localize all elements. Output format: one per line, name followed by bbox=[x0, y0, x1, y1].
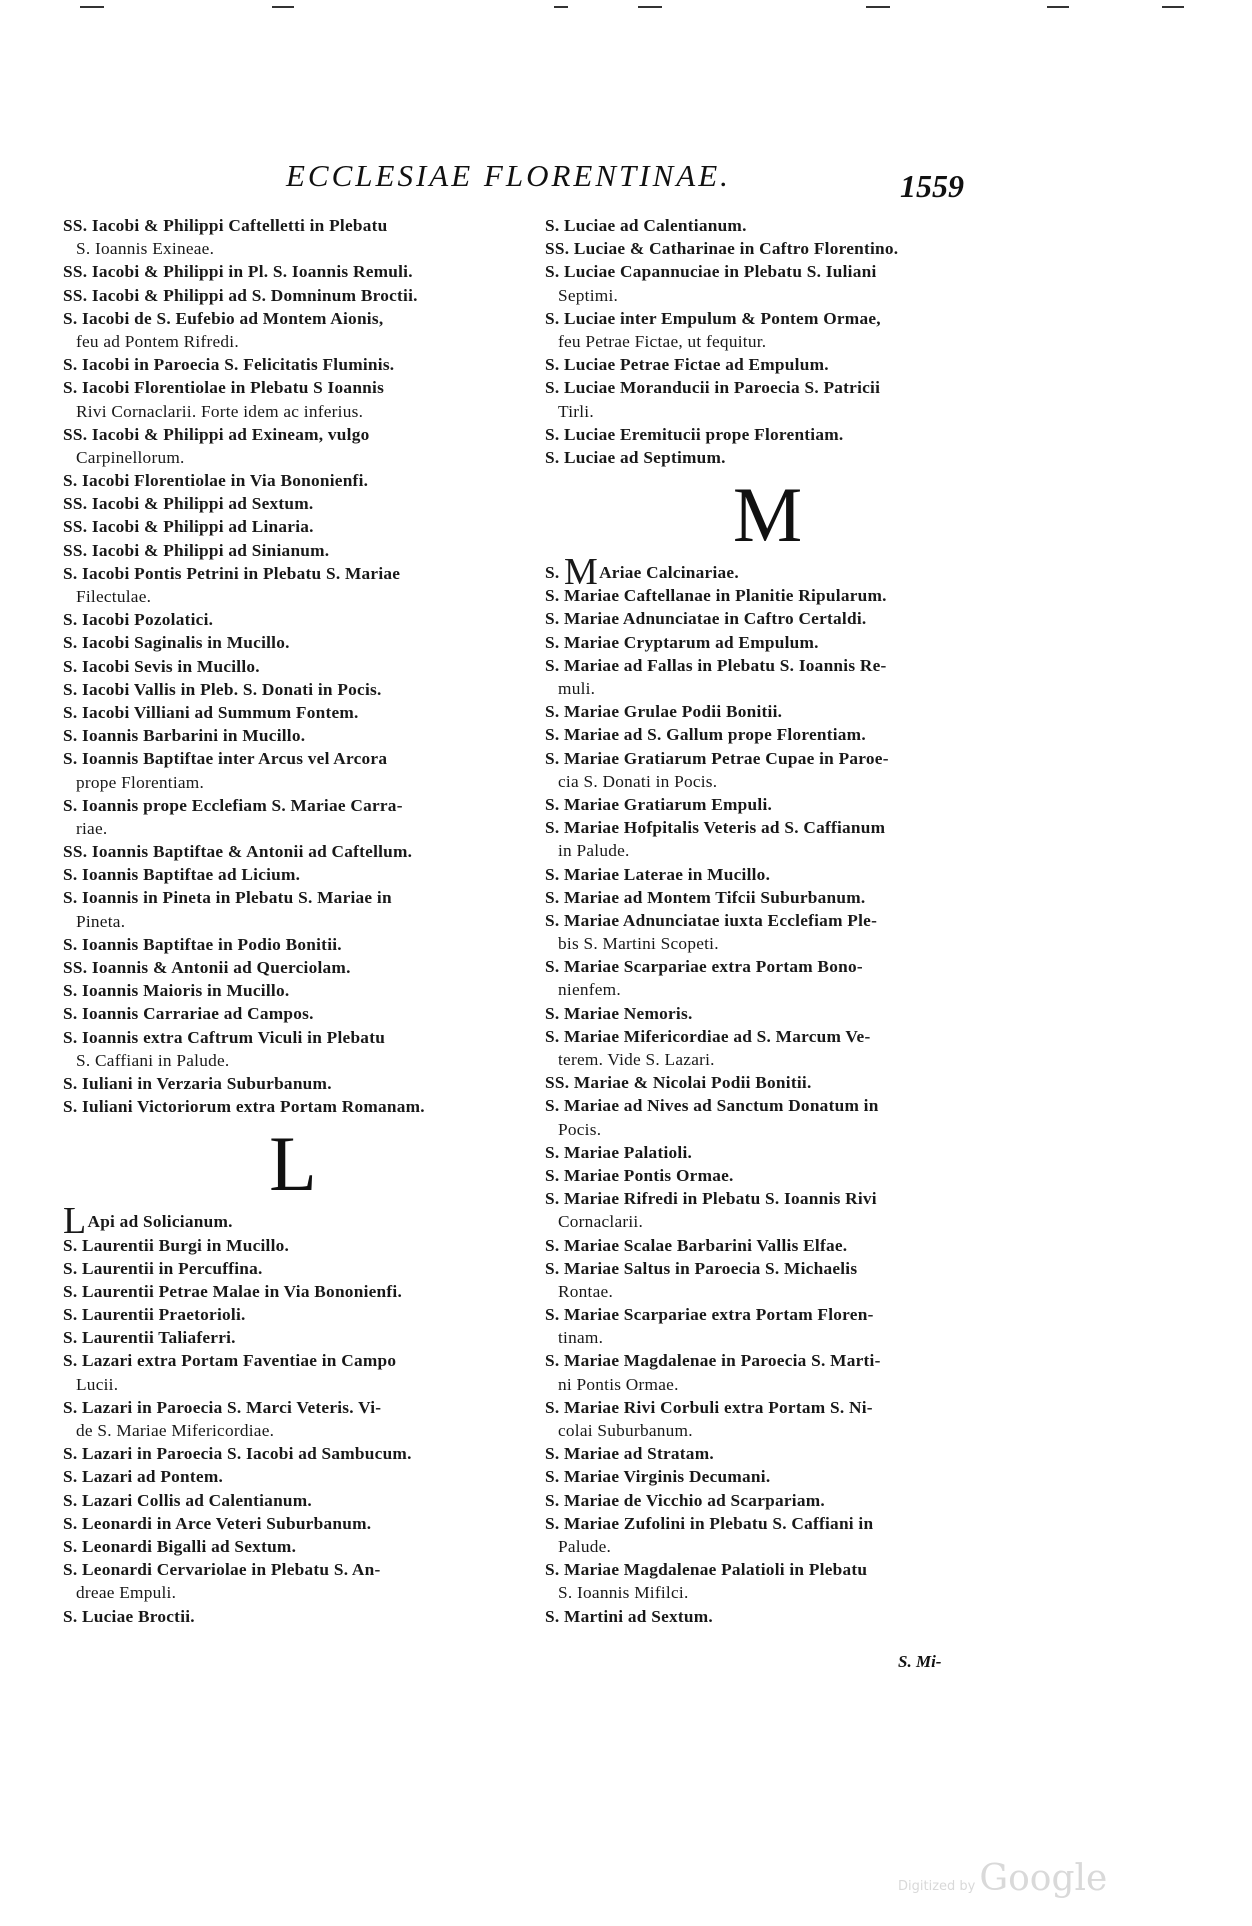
entry-line: S. Ioannis Baptiftae in Podio Bonitii. bbox=[63, 934, 342, 954]
entry-line: S. Ioannis Carrariae ad Campos. bbox=[63, 1004, 314, 1024]
entry-continuation-line: Palude. bbox=[558, 1536, 612, 1556]
entry-continuation-line: Rivi Cornaclarii. Forte idem ac inferius. bbox=[76, 401, 364, 421]
entry-line: S. Martini ad Sextum. bbox=[545, 1606, 713, 1626]
entry-line: S. Lazari ad Pontem. bbox=[63, 1467, 224, 1487]
section-l-first-entry bbox=[63, 1200, 523, 1243]
entry-line: S. Mariae ad Montem Tifcii Suburbanum. bbox=[545, 887, 866, 907]
entry-line: S. Mariae Rivi Corbuli extra Portam S. Ni- bbox=[545, 1397, 873, 1417]
entry-line: SS. Iacobi & Philippi ad Exineam, vulgo bbox=[63, 424, 370, 444]
entry-continuation-line: riae. bbox=[76, 818, 108, 838]
entry-continuation-line: feu Petrae Fictae, ut fequitur. bbox=[558, 331, 767, 351]
entry-continuation-line: ni Pontis Ormae. bbox=[558, 1374, 679, 1394]
entry-line: S. Iacobi Pontis Petrini in Plebatu S. Mariae bbox=[63, 563, 401, 583]
entry-line: S. Mariae ad Stratam. bbox=[545, 1444, 714, 1464]
entry-line: S. Luciae Petrae Fictae ad Empulum. bbox=[545, 355, 829, 375]
entry-continuation-line: Septimi. bbox=[558, 285, 619, 305]
entry-line: S. Luciae Broctii. bbox=[63, 1606, 195, 1626]
entry-continuation-line: Tirli. bbox=[558, 401, 594, 421]
entry-continuation-line: Pocis. bbox=[558, 1119, 602, 1139]
entry-line: S. Mariae Scarpariae extra Portam Floren- bbox=[545, 1305, 874, 1325]
entry-line: S. Iacobi Saginalis in Mucillo. bbox=[63, 633, 290, 653]
entry-line: S. Mariae Saltus in Paroecia S. Michaelis bbox=[545, 1258, 858, 1278]
entry-line: SS. Luciae & Catharinae in Caftro Florentino. bbox=[545, 239, 899, 259]
entry-line: S. Iuliani Victoriorum extra Portam Romanam. bbox=[63, 1097, 425, 1117]
left-entries-bottom bbox=[63, 1234, 523, 1628]
entry-line: S. Mariae Scalae Barbarini Vallis Elfae. bbox=[545, 1235, 848, 1255]
entry-continuation-line: Pineta. bbox=[76, 911, 126, 931]
entry-line: S. Mariae Gratiarum Petrae Cupae in Paroe- bbox=[545, 748, 889, 768]
entry-line: S. Ioannis Baptiftae ad Licium. bbox=[63, 865, 301, 885]
entry-continuation-line: S. Ioannis Exineae. bbox=[76, 239, 215, 259]
entry-line: S. Luciae Eremitucii prope Florentiam. bbox=[545, 424, 844, 444]
entry-line: S. Mariae Scarpariae extra Portam Bono- bbox=[545, 957, 863, 977]
section-l-first-text: Api ad Solicianum. bbox=[87, 1212, 233, 1232]
entry-continuation-line: de S. Mariae Mifericordiae. bbox=[76, 1421, 275, 1440]
entry-line: S. Ioannis Baptiftae inter Arcus vel Arcora bbox=[63, 749, 388, 769]
entry-continuation-line: tinam. bbox=[558, 1328, 604, 1348]
entry-line: S. Mariae Laterae in Mucillo. bbox=[545, 864, 771, 884]
entry-line: S. Mariae Rifredi in Plebatu S. Ioannis Rivi bbox=[545, 1189, 877, 1209]
entry-line: S. Mariae Mifericordiae ad S. Marcum Ve- bbox=[545, 1026, 871, 1046]
entry-line: S. Leonardi Bigalli ad Sextum. bbox=[63, 1536, 297, 1556]
entry-continuation-line: prope Florentiam. bbox=[76, 772, 205, 792]
entry-line: SS. Ioannis Baptiftae & Antonii ad Caftellum. bbox=[63, 842, 413, 862]
entry-line: S. Mariae Hofpitalis Veteris ad S. Caffianum bbox=[545, 818, 886, 838]
left-column bbox=[63, 214, 523, 1628]
drop-cap-m: M bbox=[564, 551, 599, 594]
entry-line: S. Mariae Zufolini in Plebatu S. Caffiani in bbox=[545, 1513, 874, 1533]
entry-line: SS. Iacobi & Philippi ad S. Domninum Broctii. bbox=[63, 285, 418, 305]
entry-continuation-line: Rontae. bbox=[558, 1281, 614, 1301]
entry-line: SS. Iacobi & Philippi in Pl. S. Ioannis Remuli. bbox=[63, 262, 413, 282]
entry-continuation-line: feu ad Pontem Rifredi. bbox=[76, 331, 239, 351]
entry-line: S. Ioannis prope Ecclefiam S. Mariae Carra- bbox=[63, 795, 403, 815]
entry-line: S. Laurentii Praetorioli. bbox=[63, 1305, 246, 1325]
entry-line: S. Mariae de Vicchio ad Scarpariam. bbox=[545, 1490, 825, 1510]
entry-line: S. Mariae Pontis Ormae. bbox=[545, 1165, 734, 1185]
entry-continuation-line: S. Caffiani in Palude. bbox=[76, 1050, 230, 1070]
entry-line: S. Iuliani in Verzaria Suburbanum. bbox=[63, 1073, 332, 1093]
entry-line: S. Iacobi in Paroecia S. Felicitatis Fluminis. bbox=[63, 355, 395, 375]
entry-line: SS. Iacobi & Philippi ad Sinianum. bbox=[63, 540, 330, 560]
entry-line: S. Mariae Palatioli. bbox=[545, 1142, 693, 1162]
entry-line: S. Laurentii Taliaferri. bbox=[63, 1328, 236, 1348]
entry-line: S. Mariae Gratiarum Empuli. bbox=[545, 794, 773, 814]
entry-line: S. Mariae ad Fallas in Plebatu S. Ioannis Re- bbox=[545, 655, 887, 675]
entry-continuation-line: Carpinellorum. bbox=[76, 447, 185, 467]
entry-continuation-line: bis S. Martini Scopeti. bbox=[558, 934, 719, 954]
entry-line: S. Ioannis extra Caftrum Viculi in Plebatu bbox=[63, 1027, 386, 1047]
left-entries-top bbox=[63, 214, 523, 1118]
entry-line: S. Lazari Collis ad Calentianum. bbox=[63, 1490, 313, 1510]
right-entries-top bbox=[545, 214, 990, 469]
section-m-prefix: S. bbox=[545, 563, 560, 583]
entry-line: S. Mariae Adnunciatae iuxta Ecclefiam Ple- bbox=[545, 910, 878, 930]
entry-line: S. Lazari in Paroecia S. Iacobi ad Sambucum. bbox=[63, 1444, 412, 1464]
entry-continuation-line: dreae Empuli. bbox=[76, 1583, 177, 1603]
entry-line: S. Iacobi Villiani ad Summum Fontem. bbox=[63, 702, 359, 722]
section-letter-l: L bbox=[269, 1120, 317, 1208]
entry-continuation-line: Filectulae. bbox=[76, 587, 152, 606]
section-m-first-text: Ariae Calcinariae. bbox=[599, 563, 739, 583]
entry-line: S. Luciae inter Empulum & Pontem Ormae, bbox=[545, 308, 881, 328]
entry-line: SS. Iacobi & Philippi ad Sextum. bbox=[63, 494, 314, 514]
right-column bbox=[545, 214, 990, 1628]
entry-line: S. Luciae ad Septimum. bbox=[545, 447, 726, 467]
entry-line: SS. Mariae & Nicolai Podii Bonitii. bbox=[545, 1073, 812, 1093]
entry-line: S. Laurentii in Percuffina. bbox=[63, 1258, 263, 1278]
watermark-prefix: Digitized by bbox=[898, 1879, 976, 1894]
entry-continuation-line: colai Suburbanum. bbox=[558, 1421, 693, 1440]
digitized-watermark bbox=[898, 1858, 1107, 1899]
top-edge-marks bbox=[40, 6, 1220, 14]
section-m-first-entry bbox=[545, 551, 990, 594]
running-head-title: ECCLESIAE FLORENTINAE. bbox=[286, 158, 731, 193]
entry-line: S. Leonardi Cervariolae in Plebatu S. An- bbox=[63, 1560, 381, 1580]
entry-line: S. Ioannis Barbarini in Mucillo. bbox=[63, 726, 306, 746]
entry-continuation-line: nienfem. bbox=[558, 980, 621, 1000]
entry-line: S. Mariae Magdalenae in Paroecia S. Marti- bbox=[545, 1351, 881, 1371]
entry-continuation-line: cia S. Donati in Pocis. bbox=[558, 771, 718, 791]
catchword: S. Mi- bbox=[898, 1652, 942, 1671]
entry-line: S. Iacobi Pozolatici. bbox=[63, 610, 214, 630]
entry-line: S. Lazari in Paroecia S. Marci Veteris. Vi- bbox=[63, 1397, 382, 1417]
entry-line: S. Mariae Magdalenae Palatioli in Plebatu bbox=[545, 1560, 868, 1580]
entry-line: S. Mariae ad Nives ad Sanctum Donatum in bbox=[545, 1096, 879, 1116]
entry-line: S. Leonardi in Arce Veteri Suburbanum. bbox=[63, 1513, 372, 1533]
entry-line: S. Mariae Cryptarum ad Empulum. bbox=[545, 632, 819, 652]
entry-line: S. Laurentii Burgi in Mucillo. bbox=[63, 1235, 290, 1255]
entry-line: S. Iacobi Sevis in Mucillo. bbox=[63, 656, 260, 676]
google-logo: Google bbox=[979, 1858, 1108, 1899]
entry-continuation-line: Cornaclarii. bbox=[558, 1212, 644, 1232]
drop-cap-l: L bbox=[63, 1200, 87, 1243]
page-number: 1559 bbox=[900, 168, 964, 204]
entry-line: S. Iacobi Florentiolae in Plebatu S Ioannis bbox=[63, 378, 385, 398]
entry-line: SS. Ioannis & Antonii ad Querciolam. bbox=[63, 958, 351, 977]
entry-line: SS. Iacobi & Philippi Caftelletti in Plebatu bbox=[63, 216, 388, 235]
entry-line: S. Ioannis Maioris in Mucillo. bbox=[63, 981, 290, 1001]
section-letter-m: M bbox=[732, 471, 803, 559]
entry-line: S. Iacobi Vallis in Pleb. S. Donati in Pocis. bbox=[63, 679, 382, 699]
entry-continuation-line: in Palude. bbox=[558, 841, 630, 861]
entry-line: S. Laurentii Petrae Malae in Via Bononienfi. bbox=[63, 1281, 403, 1301]
entry-continuation-line: Lucii. bbox=[76, 1374, 119, 1394]
entry-line: S. Iacobi Florentiolae in Via Bononienfi. bbox=[63, 471, 369, 491]
entry-continuation-line: terem. Vide S. Lazari. bbox=[558, 1050, 715, 1069]
entry-line: S. Mariae Grulae Podii Bonitii. bbox=[545, 702, 783, 722]
right-entries-bottom bbox=[545, 584, 990, 1627]
entry-line: S. Mariae Virginis Decumani. bbox=[545, 1467, 771, 1487]
entry-line: S. Luciae Moranducii in Paroecia S. Patricii bbox=[545, 378, 881, 398]
entry-line: S. Mariae Caftellanae in Planitie Ripularum. bbox=[545, 586, 887, 606]
entry-line: SS. Iacobi & Philippi ad Linaria. bbox=[63, 517, 314, 537]
entry-line: S. Mariae ad S. Gallum prope Florentiam. bbox=[545, 725, 866, 745]
entry-line: S. Mariae Adnunciatae in Caftro Certaldi. bbox=[545, 609, 867, 629]
entry-line: S. Iacobi de S. Eufebio ad Montem Aionis, bbox=[63, 308, 384, 328]
entry-line: S. Luciae ad Calentianum. bbox=[545, 216, 747, 235]
entry-continuation-line: S. Ioannis Mifilci. bbox=[558, 1583, 689, 1603]
entry-continuation-line: muli. bbox=[558, 679, 596, 698]
entry-line: S. Luciae Capannuciae in Plebatu S. Iuliani bbox=[545, 262, 877, 282]
entry-line: S. Ioannis in Pineta in Plebatu S. Mariae in bbox=[63, 888, 392, 908]
entry-line: S. Mariae Nemoris. bbox=[545, 1003, 693, 1023]
entry-line: S. Lazari extra Portam Faventiae in Campo bbox=[63, 1351, 397, 1371]
